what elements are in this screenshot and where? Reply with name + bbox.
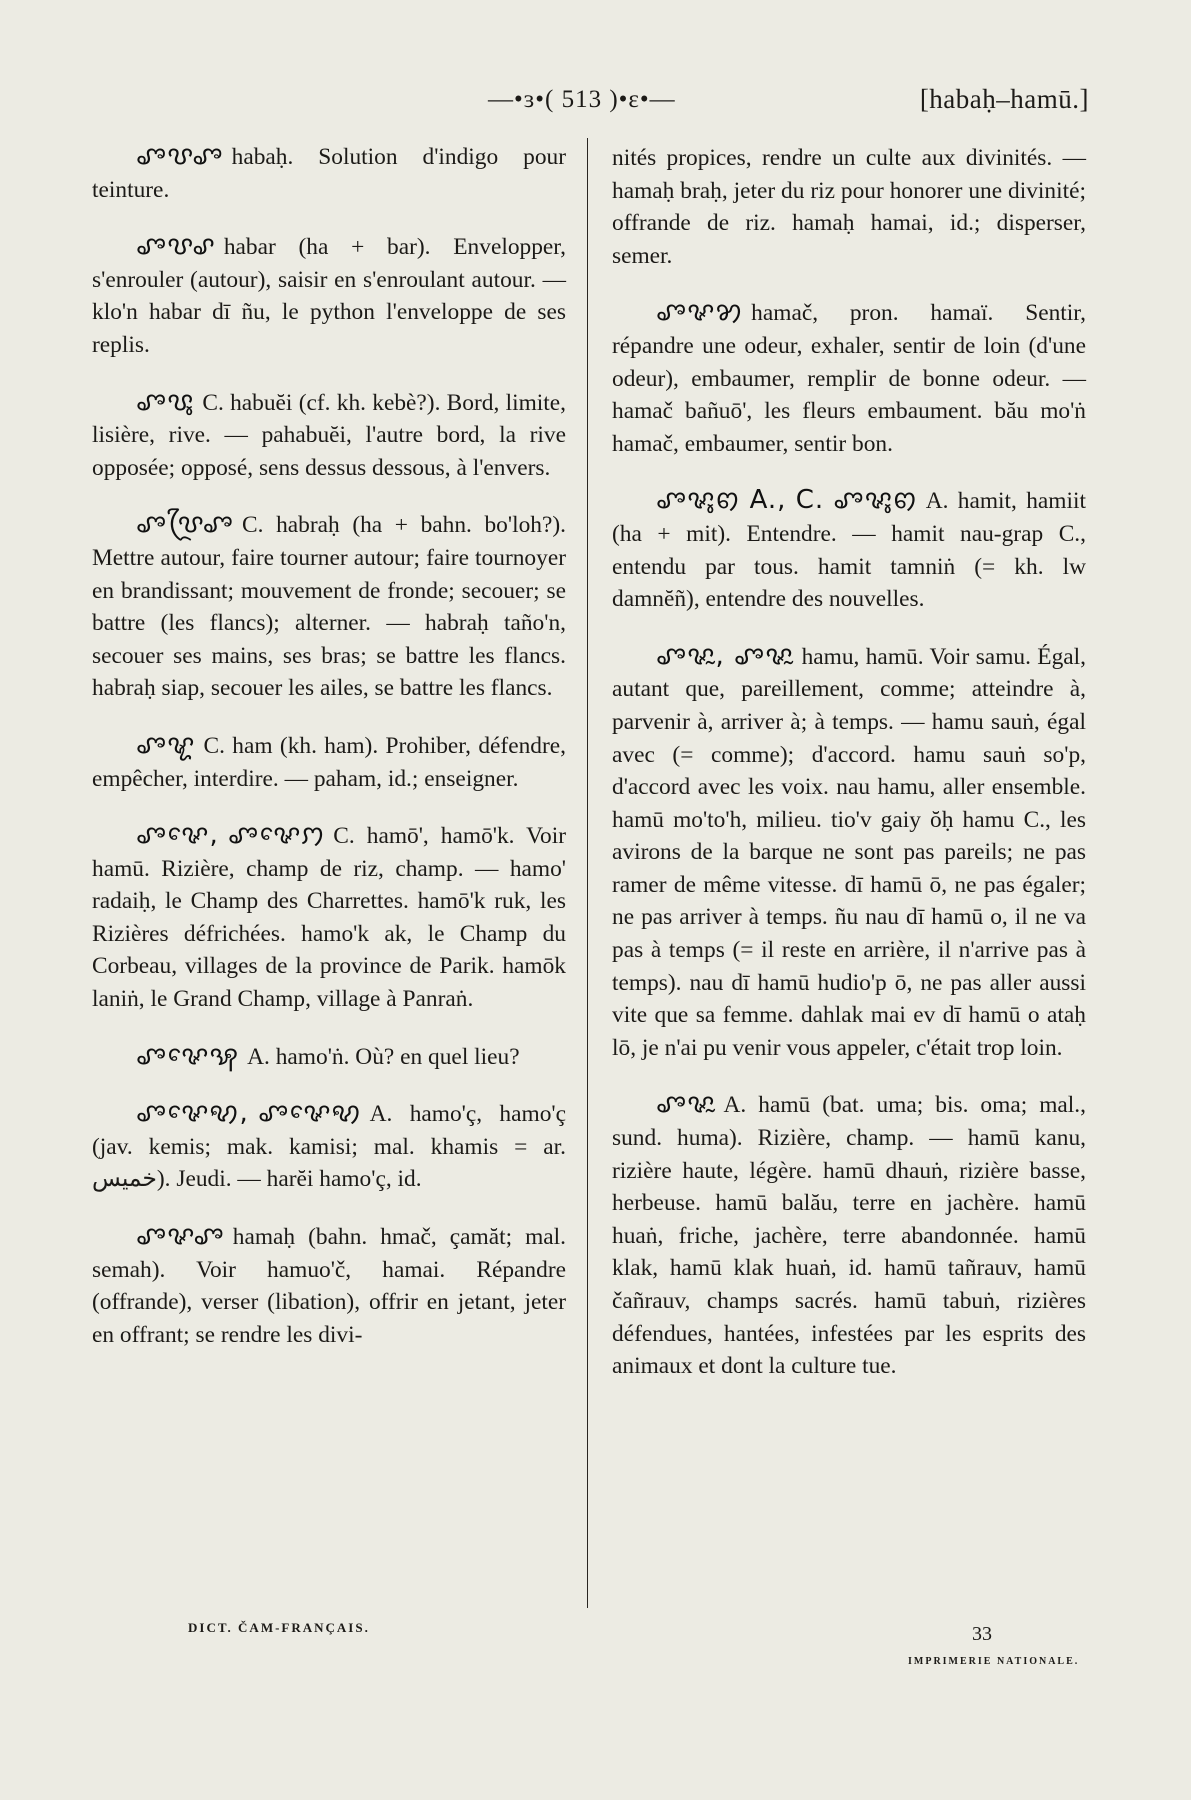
entry-text: hamaḥ (bahn. hmač, çamăt; mal. semah). Voir hamuo'č, hamai. Répandre (offrande), verser (libation), offrir en jetant, jeter en offrant; se rendre les divi- <box>92 1224 566 1348</box>
entry-hamu-a <box>612 1088 1086 1382</box>
entry-text: habaḥ. Solution d'indigo pour teinture. <box>92 144 566 203</box>
cham-script: ꨨꨟꩄ <box>656 297 744 328</box>
entry-text: A. hamit, hamiit (ha + mit). Entendre. — hamit nau-grap C., entendu par tous. hamit tamniṅ (= kh. lw damnĕñ), entendre des nouvelles. <box>612 488 1086 613</box>
entry-text: hamu, hamū. Voir samu. Égal, autant que, pareillement, comme; atteindre à, parvenir à, arriver à; à temps. — hamu sauṅ, égal avec (= comme); d'accord. hamu sauṅ so'p, d'accord avec les voix. nau hamu, aller ensemble. hamū mo'to'h, milieu. tio'v gaiy ŏḥ hamu C., les avirons de la barque ne sont pas pareils; ne pas ramer de même vitesse. dī hamū ō, ne pas égaler; ne pas arriver à temps. ñu nau dī hamū o, il ne va pas à temps (= il reste en arrière, il n'arrive pas à temps). nau dī hamū hudio'p ō, ne pas aller aussi vite que sa femme. dahlak mai ev dī hamū o ataḥ lō, je n'ai pu venir vous appeler, c'était trop loin. <box>612 643 1086 1061</box>
cham-script: ꨨꨟꨭ <box>656 1089 716 1120</box>
entry-text: habar (ha + bar). Envelopper, s'enrouler (autour), saisir en s'enroulant autour. — klo'n habar dī ñu, le python l'enveloppe de ses replis. <box>92 234 566 358</box>
right-column <box>612 142 1086 1407</box>
entry-ham <box>92 729 566 795</box>
entry-text: C. ham (kh. ham). Prohiber, défendre, empêcher, interdire. — paham, id.; enseigner. <box>92 732 566 792</box>
cham-script: ꨨꨟꨯ, ꨨꨟꨯꩀ <box>136 820 326 851</box>
column-divider <box>587 138 588 1608</box>
entry-text: hamač, pron. hamaï. Sentir, répandre une odeur, exhaler, sentir de loin (d'une odeur), embaumer, remplir de bonne odeur. — hamač bañuō', les fleurs embaument. bău mo'ṅ hamač, embaumer, sentir bon. <box>612 300 1086 457</box>
entry-hamac <box>612 296 1086 460</box>
entry-text: C. habuĕi (cf. kh. kebè?). Bord, limite, lisière, rive. — pahabuĕi, l'autre bord, la rive opposée; opposé, sens dessus dessous, à l'envers. <box>92 389 566 481</box>
entry-text: C. hamō', hamō'k. Voir hamū. Rizière, champ de riz, champ. — hamo' radaiḥ, le Champ des Charrettes. hamō'k ruk, les Rizières défrichées. hamo'k ak, le Champ du Corbeau, villages de la province de Parik. hamōk laniṅ, le Grand Champ, village à Panraṅ. <box>92 823 566 1013</box>
entry-continuation: nités propices, rendre un culte aux divinités. — hamaḥ braḥ, jeter du riz pour honorer une divinité; offrande de riz. hamaḥ hamai, id.; disperser, semer. <box>612 145 1086 269</box>
entry-text: A. hamū (bat. uma; bis. oma; mal., sund. huma). Rizière, champ. — hamū kanu, rizière haute, légère. hamū dhauṅ, rizière basse, herbeuse. hamū balău, terre en jachère. hamū huaṅ, friche, jachère, terre abandonnée. hamū klak, hamū klak huaṅ, id. hamū tañrauv, hamū čañrauv, champs sacrés. hamū tabuṅ, rizières défendues, hantées, infestées par les esprits des animaux et dont la culture tue. <box>612 1092 1086 1380</box>
cham-script: ꨨꨝꨴꨨ <box>136 509 235 540</box>
entry-habah <box>92 140 566 206</box>
cham-script: ꨨꨝꨶ <box>136 386 195 417</box>
entry-hamah <box>92 1220 566 1351</box>
entry-hamoc <box>92 1097 566 1196</box>
entry-habrah <box>92 508 566 705</box>
entry-hamon <box>92 1040 566 1074</box>
entry-hamit <box>612 484 1086 615</box>
signature-number: 33 <box>972 1623 992 1645</box>
running-head: [habaḥ–hamū.] <box>919 84 1089 114</box>
cham-script: ꨨꨠ <box>136 729 196 760</box>
entry-text: C. habraḥ (ha + bahn. bo'loh?). Mettre autour, faire tourner autour; faire tournoyer en brandissant; mouvement de fronde; secouer; se battre (les flancs); alterner. — habraḥ taño'n, secouer ses mains, ses bras; se battre les flancs. habraḥ siap, secouer les ailes, se battre les flancs. <box>92 512 566 702</box>
entry-text: A. hamo'ç, hamo'ç (jav. kemis; mak. kamisi; mal. khamis = ar. خميس). Jeudi. — harĕi hamo'ç, id. <box>92 1101 566 1193</box>
footer-title: DICT. ČAM-FRANÇAIS. <box>188 1620 370 1635</box>
cham-script: ꨨꨟꨶꩅ A., C. ꨨꨟꨶꩅ <box>656 485 918 516</box>
entry-habuei <box>92 386 566 485</box>
footer-printer: IMPRIMERIE NATIONALE. <box>908 1656 1080 1667</box>
page-number: —•ɜ•( 513 )•ɛ•— <box>488 86 676 113</box>
entry-text: A. hamo'ṅ. Où? en quel lieu? <box>247 1043 520 1070</box>
cham-script: ꨨꨝꨣ <box>136 231 216 262</box>
entry-hamo <box>92 819 566 1016</box>
cham-script: ꨨꨝꨨ <box>136 141 224 171</box>
left-column <box>92 140 566 1375</box>
entry-hamu <box>612 640 1086 1065</box>
cham-script: ꨨꨟꨯꩋ, ꨨꨟꨯꩋ <box>136 1098 362 1129</box>
entry-habar <box>92 230 566 361</box>
cham-script: ꨨꨟꨭ, ꨨꨟꨭ <box>656 640 794 671</box>
cham-script: ꨨꨟꨨ <box>136 1221 225 1252</box>
cham-script: ꨨꨟꨯꩂ <box>136 1040 240 1071</box>
